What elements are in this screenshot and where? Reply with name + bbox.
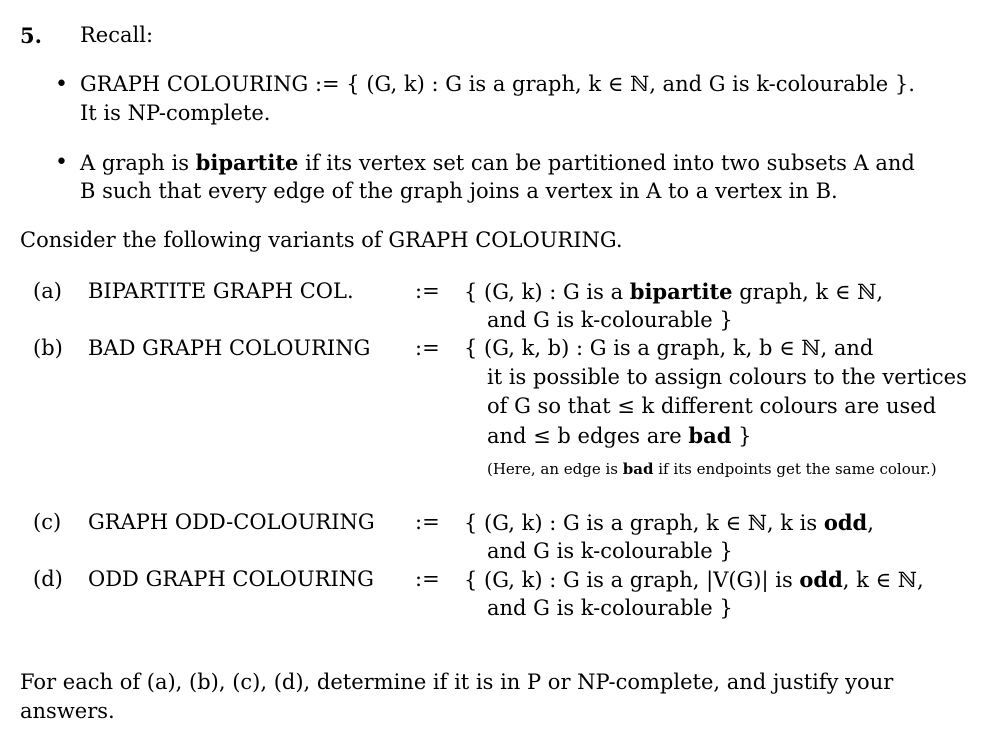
variant-b-name: BAD GRAPH COLOURING — [88, 336, 371, 360]
variant-d-op: := — [415, 567, 440, 591]
variant-c-line-1: { (G, k) : G is a graph, k ∈ ℕ, k is odd, — [464, 510, 874, 535]
bullet-icon: • — [55, 72, 68, 97]
bullet-2-line-2: B such that every edge of the graph joins a vertex in A to a vertex in B. — [80, 179, 838, 203]
variant-a-op: := — [415, 279, 440, 303]
variant-c-line-2: and G is k-colourable } — [487, 539, 733, 563]
variant-c-label: (c) — [33, 510, 62, 534]
question-line-2: answers. — [20, 699, 115, 723]
variant-a-label: (a) — [33, 279, 62, 303]
variant-a-name: BIPARTITE GRAPH COL. — [88, 279, 354, 303]
variant-b-note: (Here, an edge is bad if its endpoints get the same colour.) — [487, 460, 937, 478]
variant-a-line-2: and G is k-colourable } — [487, 308, 733, 332]
variant-b-op: := — [415, 336, 440, 360]
bullet-2-line-1: A graph is bipartite if its vertex set can be partitioned into two subsets A and — [80, 150, 915, 175]
variant-d-label: (d) — [33, 567, 63, 591]
variant-b-line-3: of G so that ≤ k different colours are used — [487, 394, 937, 418]
bullet-1-line-1: GRAPH COLOURING := { (G, k) : G is a graph, k ∈ ℕ, and G is k-colourable }. — [80, 72, 915, 96]
recall-heading: Recall: — [80, 23, 154, 47]
variant-a-line-1: { (G, k) : G is a bipartite graph, k ∈ ℕ, — [464, 279, 884, 304]
variant-c-op: := — [415, 510, 440, 534]
variant-b-line-2: it is possible to assign colours to the vertices — [487, 365, 967, 389]
variant-d-line-2: and G is k-colourable } — [487, 596, 733, 620]
variant-b-label: (b) — [33, 336, 63, 360]
question-line-1: For each of (a), (b), (c), (d), determine if it is in P or NP-complete, and justify your — [20, 670, 894, 694]
problem-number: 5. — [20, 23, 42, 48]
variant-b-line-4: and ≤ b edges are bad } — [487, 423, 752, 448]
variant-c-name: GRAPH ODD-COLOURING — [88, 510, 375, 534]
bullet-icon: • — [55, 150, 68, 175]
variant-b-line-1: { (G, k, b) : G is a graph, k, b ∈ ℕ, and — [464, 336, 874, 360]
variant-d-name: ODD GRAPH COLOURING — [88, 567, 374, 591]
variant-d-line-1: { (G, k) : G is a graph, |V(G)| is odd, k ∈ ℕ, — [464, 567, 924, 592]
variants-intro: Consider the following variants of GRAPH COLOURING. — [20, 228, 623, 252]
bullet-1-line-2: It is NP-complete. — [80, 101, 271, 125]
